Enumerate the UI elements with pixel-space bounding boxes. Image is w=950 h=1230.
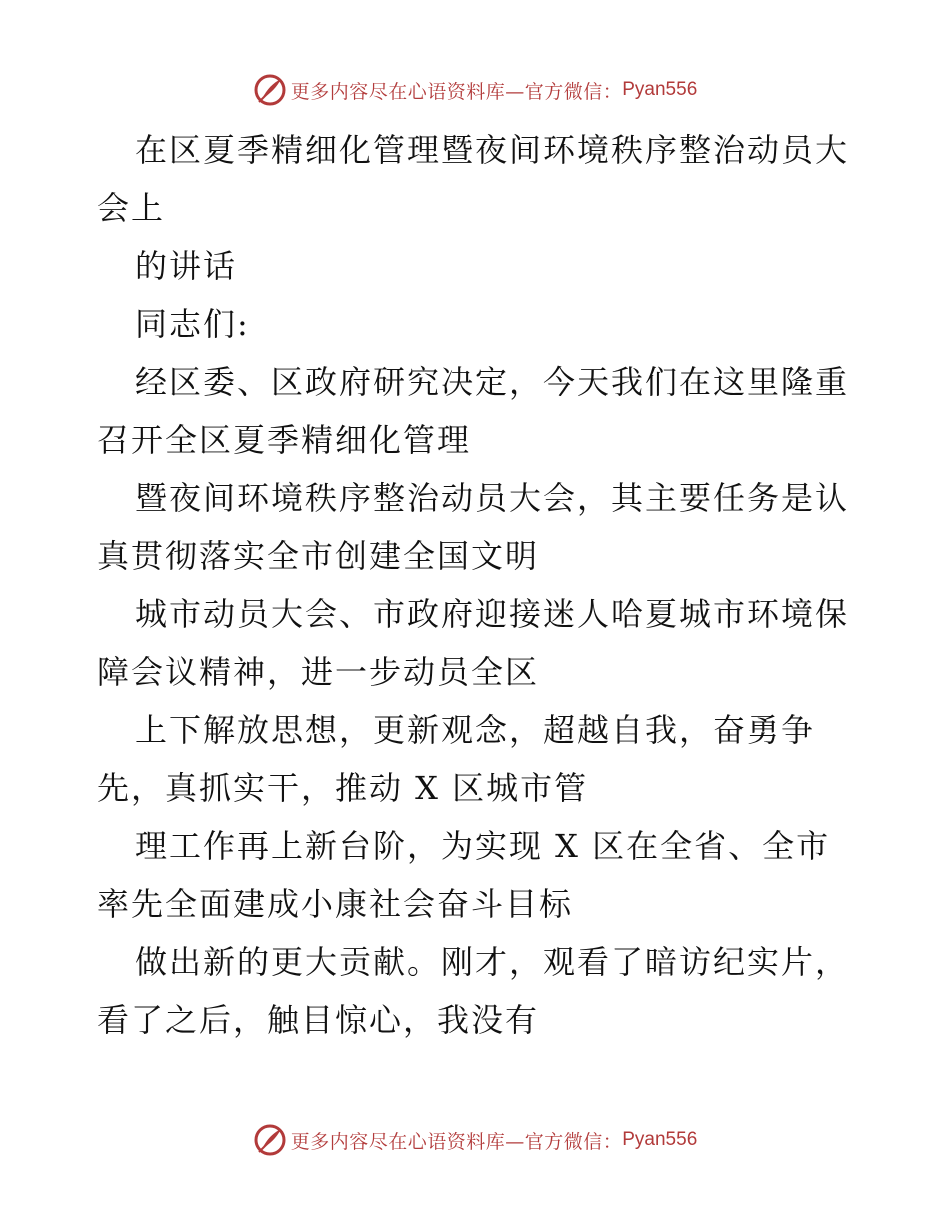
p4-line-2: 先，真抓实干，推动 X 区城市管 — [97, 769, 589, 807]
p6-line-1: 做出新的更大贡献。刚才，观看了暗访纪实片， — [135, 943, 850, 981]
document-title-cont — [97, 179, 857, 237]
document-title-end — [97, 237, 857, 295]
p1-line-1: 经区委、区政府研究决定，今天我们在这里隆重 — [135, 363, 850, 401]
header-banner — [0, 70, 950, 110]
footer-banner-text: 更多内容尽在心语资料库—官方微信： — [290, 1130, 623, 1153]
footer-banner — [0, 1120, 950, 1160]
header-wechat-id: Pyan556 — [622, 79, 698, 100]
title-line-1: 在区夏季精细化管理暨夜间环境秩序整治动员大 — [135, 131, 850, 169]
title-line-2: 会上 — [97, 189, 166, 227]
document-title — [97, 121, 857, 179]
p6-line-2: 看了之后，触目惊心，我没有 — [97, 1001, 540, 1039]
paragraph-6 — [97, 933, 857, 1049]
p4-line-1: 上下解放思想，更新观念，超越自我，奋勇争 — [135, 711, 816, 749]
p5-line-2: 率先全面建成小康社会奋斗目标 — [97, 885, 574, 923]
document-body — [97, 121, 857, 1049]
p3-line-2: 障会议精神，进一步动员全区 — [97, 653, 540, 691]
paragraph-3 — [97, 585, 857, 701]
feather-logo-icon — [253, 1123, 287, 1157]
p5-line-1: 理工作再上新台阶，为实现 X 区在全省、全市 — [135, 827, 831, 865]
greeting-para — [97, 295, 857, 353]
footer-wechat-id: Pyan556 — [622, 1129, 698, 1150]
paragraph-1 — [97, 353, 857, 469]
p2-line-1: 暨夜间环境秩序整治动员大会，其主要任务是认 — [135, 479, 850, 517]
paragraph-5 — [97, 817, 857, 933]
header-banner-text: 更多内容尽在心语资料库—官方微信： — [290, 80, 623, 103]
p1-line-2: 召开全区夏季精细化管理 — [97, 421, 472, 459]
title-line-3: 的讲话 — [135, 247, 238, 285]
p3-line-1: 城市动员大会、市政府迎接迷人哈夏城市环境保 — [135, 595, 850, 633]
greeting: 同志们: — [135, 305, 250, 343]
feather-logo-icon — [253, 73, 287, 107]
p2-line-2: 真贯彻落实全市创建全国文明 — [97, 537, 540, 575]
paragraph-4 — [97, 701, 857, 817]
paragraph-2 — [97, 469, 857, 585]
